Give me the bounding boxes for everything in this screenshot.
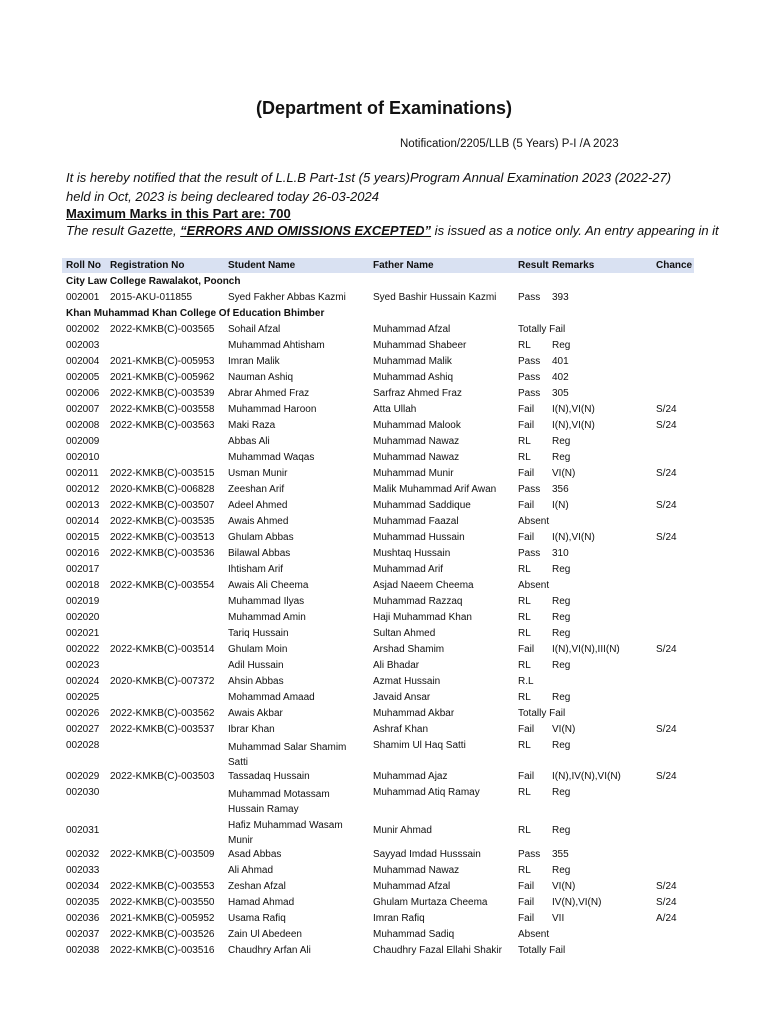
result-cell: Pass: [518, 484, 541, 495]
remarks-cell: 402: [552, 372, 569, 383]
registration-no-cell: 2022-KMKB(C)-003513: [110, 532, 215, 543]
student-name-cell: Muhammad Ahtisham: [228, 340, 325, 351]
father-name-cell: Javaid Ansar: [373, 692, 431, 703]
student-name-cell: Awais Ahmed: [228, 516, 289, 527]
roll-no-cell: 002012: [66, 484, 100, 495]
chance-cell: S/24: [656, 881, 677, 892]
student-name-cell: Awais Ali Cheema: [228, 580, 309, 591]
result-cell: RL: [518, 692, 531, 703]
table-row: [62, 338, 694, 354]
father-name-cell: Imran Rafiq: [373, 913, 425, 924]
roll-no-cell: 002029: [66, 771, 100, 782]
table-row: [62, 674, 694, 690]
table-row: [62, 690, 694, 706]
student-name-cell: Hamad Ahmad: [228, 897, 295, 908]
student-name-cell: Zain Ul Abedeen: [228, 929, 302, 940]
result-cell: Totally Fail: [518, 945, 566, 956]
student-name-line-2: Satti: [228, 757, 249, 768]
table-row: [62, 738, 694, 769]
chance-cell: S/24: [656, 500, 677, 511]
notice-line-2: held in Oct, 2023 is being decleared today 26-03-2024: [66, 189, 379, 204]
result-cell: Fail: [518, 897, 535, 908]
student-name-cell: Syed Fakher Abbas Kazmi: [228, 292, 346, 303]
result-cell: Fail: [518, 532, 535, 543]
student-name-cell: Muhammad Haroon: [228, 404, 317, 415]
result-cell: RL: [518, 825, 531, 836]
col-father-name: Father Name: [373, 260, 434, 271]
father-name-cell: Ali Bhadar: [373, 660, 420, 671]
father-name-cell: Muhammad Afzal: [373, 881, 451, 892]
table-row: [62, 642, 694, 658]
student-name-cell: Tariq Hussain: [228, 628, 289, 639]
table-row: [62, 594, 694, 610]
registration-no-cell: 2022-KMKB(C)-003507: [110, 500, 215, 511]
remarks-cell: 305: [552, 388, 569, 399]
student-name-cell: Usman Munir: [228, 468, 288, 479]
table-row: [62, 354, 694, 370]
registration-no-cell: 2021-KMKB(C)-005952: [110, 913, 215, 924]
result-cell: Absent: [518, 580, 550, 591]
col-student-name: Student Name: [228, 260, 296, 271]
father-name-cell: Muhammad Shabeer: [373, 340, 467, 351]
father-name-cell: Malik Muhammad Arif Awan: [373, 484, 497, 495]
remarks-cell: Reg: [552, 825, 571, 836]
chance-cell: S/24: [656, 771, 677, 782]
registration-no-cell: 2022-KMKB(C)-003515: [110, 468, 215, 479]
roll-no-cell: 002003: [66, 340, 100, 351]
roll-no-cell: 002026: [66, 708, 100, 719]
page-title: (Department of Examinations): [255, 98, 513, 118]
father-name-cell: Muhammad Malook: [373, 420, 461, 431]
roll-no-cell: 002024: [66, 676, 100, 687]
result-cell: RL: [518, 340, 531, 351]
student-name-cell: Muhammad Ilyas: [228, 596, 305, 607]
father-name-cell: Muhammad Malik: [373, 356, 452, 367]
college-heading: [62, 306, 694, 322]
father-name-cell: Arshad Shamim: [373, 644, 445, 655]
father-name-cell: Chaudhry Fazal Ellahi Shakir: [373, 945, 502, 956]
table-row: [62, 402, 694, 418]
table-row: [62, 943, 694, 959]
registration-no-cell: 2022-KMKB(C)-003563: [110, 420, 215, 431]
student-name-cell: Muhammad Waqas: [228, 452, 315, 463]
table-row: [62, 847, 694, 863]
table-row: [62, 386, 694, 402]
college-name: Khan Muhammad Khan College Of Education Bhimber: [66, 308, 325, 319]
father-name-cell: Muhammad Hussain: [373, 532, 465, 543]
roll-no-cell: 002014: [66, 516, 100, 527]
father-name-cell: Sarfraz Ahmed Fraz: [373, 388, 462, 399]
roll-no-cell: 002017: [66, 564, 100, 575]
registration-no-cell: 2022-KMKB(C)-003554: [110, 580, 215, 591]
table-row: [62, 769, 694, 785]
col-remarks: Remarks: [552, 260, 595, 271]
registration-no-cell: 2022-KMKB(C)-003562: [110, 708, 215, 719]
table-row: [62, 722, 694, 738]
result-cell: RL: [518, 628, 531, 639]
registration-no-cell: 2022-KMKB(C)-003509: [110, 849, 215, 860]
table-row: [62, 927, 694, 943]
table-row: [62, 322, 694, 338]
table-row: [62, 578, 694, 594]
roll-no-cell: 002028: [66, 740, 100, 751]
chance-cell: S/24: [656, 724, 677, 735]
result-cell: Fail: [518, 881, 535, 892]
col-roll-no: Roll No: [66, 260, 101, 271]
father-name-cell: Azmat Hussain: [373, 676, 441, 687]
table-row: [62, 785, 694, 816]
result-cell: Pass: [518, 356, 541, 367]
registration-no-cell: 2022-KMKB(C)-003558: [110, 404, 215, 415]
student-name-cell: Imran Malik: [228, 356, 280, 367]
registration-no-cell: 2022-KMKB(C)-003535: [110, 516, 215, 527]
student-name-cell: Tassadaq Hussain: [228, 771, 310, 782]
result-cell: Totally Fail: [518, 708, 566, 719]
student-name-cell: Zeshan Afzal: [228, 881, 286, 892]
registration-no-cell: 2022-KMKB(C)-003536: [110, 548, 215, 559]
table-row: [62, 370, 694, 386]
roll-no-cell: 002013: [66, 500, 100, 511]
registration-no-cell: 2022-KMKB(C)-003565: [110, 324, 215, 335]
registration-no-cell: 2022-KMKB(C)-003514: [110, 644, 215, 655]
father-name-cell: Shamim Ul Haq Satti: [373, 740, 466, 751]
remarks-cell: 393: [552, 292, 569, 303]
registration-no-cell: 2022-KMKB(C)-003516: [110, 945, 215, 956]
table-row: [62, 498, 694, 514]
roll-no-cell: 002027: [66, 724, 100, 735]
errors-omissions-excepted: “ERRORS AND OMISSIONS EXCEPTED”: [180, 223, 432, 238]
registration-no-cell: 2020-KMKB(C)-006828: [110, 484, 215, 495]
remarks-cell: 355: [552, 849, 569, 860]
registration-no-cell: 2022-KMKB(C)-003539: [110, 388, 215, 399]
roll-no-cell: 002038: [66, 945, 100, 956]
registration-no-cell: 2022-KMKB(C)-003526: [110, 929, 215, 940]
roll-no-cell: 002007: [66, 404, 100, 415]
table-row: [62, 546, 694, 562]
remarks-cell: VI(N): [552, 468, 576, 479]
remarks-cell: Reg: [552, 596, 571, 607]
chance-cell: S/24: [656, 404, 677, 415]
roll-no-cell: 002008: [66, 420, 100, 431]
roll-no-cell: 002032: [66, 849, 100, 860]
remarks-cell: Reg: [552, 340, 571, 351]
roll-no-cell: 002023: [66, 660, 100, 671]
col-chance: Chance: [656, 260, 693, 271]
table-row: [62, 418, 694, 434]
roll-no-cell: 002018: [66, 580, 100, 591]
roll-no-cell: 002011: [66, 468, 99, 479]
result-cell: Fail: [518, 913, 535, 924]
result-cell: Fail: [518, 724, 535, 735]
result-cell: RL: [518, 564, 531, 575]
student-name-line-1: Muhammad Motassam: [228, 789, 330, 800]
result-cell: Pass: [518, 548, 541, 559]
table-row: [62, 863, 694, 879]
remarks-cell: Reg: [552, 628, 571, 639]
father-name-cell: Muhammad Nawaz: [373, 436, 460, 447]
father-name-cell: Munir Ahmad: [373, 825, 432, 836]
table-row: [62, 466, 694, 482]
student-name-cell: Ghulam Moin: [228, 644, 288, 655]
father-name-cell: Haji Muhammad Khan: [373, 612, 472, 623]
student-name-cell: Nauman Ashiq: [228, 372, 294, 383]
chance-cell: S/24: [656, 644, 677, 655]
student-name-line-2: Hussain Ramay: [228, 804, 299, 815]
result-cell: RL: [518, 740, 531, 751]
registration-no-cell: 2021-KMKB(C)-005962: [110, 372, 215, 383]
remarks-cell: 310: [552, 548, 569, 559]
father-name-cell: Muhammad Atiq Ramay: [373, 787, 480, 798]
remarks-cell: Reg: [552, 612, 571, 623]
gazette-notice: [66, 223, 719, 238]
roll-no-cell: 002020: [66, 612, 100, 623]
col-registration-no: Registration No: [110, 260, 185, 271]
student-name-cell: [228, 787, 330, 817]
college-heading: [62, 274, 694, 290]
remarks-cell: VI(N): [552, 724, 576, 735]
remarks-cell: VII: [552, 913, 565, 924]
father-name-cell: Muhammad Afzal: [373, 324, 451, 335]
father-name-cell: Ashraf Khan: [373, 724, 429, 735]
student-name-cell: Usama Rafiq: [228, 913, 286, 924]
roll-no-cell: 002016: [66, 548, 100, 559]
student-name-line-1: Hafiz Muhammad Wasam: [228, 820, 343, 831]
student-name-cell: Sohail Afzal: [228, 324, 281, 335]
father-name-cell: Atta Ullah: [373, 404, 417, 415]
roll-no-cell: 002036: [66, 913, 100, 924]
student-name-cell: Ihtisham Arif: [228, 564, 284, 575]
chance-cell: S/24: [656, 420, 677, 431]
father-name-cell: Muhammad Sadiq: [373, 929, 455, 940]
remarks-cell: Reg: [552, 692, 571, 703]
father-name-cell: Muhammad Ajaz: [373, 771, 448, 782]
student-name-line-1: Muhammad Salar Shamim: [228, 742, 347, 753]
remarks-cell: Reg: [552, 436, 571, 447]
roll-no-cell: 002031: [66, 825, 100, 836]
result-cell: RL: [518, 596, 531, 607]
remarks-cell: Reg: [552, 564, 571, 575]
result-cell: Fail: [518, 771, 535, 782]
student-name-cell: Ghulam Abbas: [228, 532, 294, 543]
table-row: [62, 626, 694, 642]
result-cell: Pass: [518, 849, 541, 860]
table-row: [62, 562, 694, 578]
result-cell: R.L: [518, 676, 534, 687]
roll-no-cell: 002030: [66, 787, 100, 798]
student-name-cell: [228, 818, 343, 848]
roll-no-cell: 002033: [66, 865, 100, 876]
result-cell: Fail: [518, 468, 535, 479]
student-name-cell: Adil Hussain: [228, 660, 284, 671]
remarks-cell: VI(N): [552, 881, 576, 892]
remarks-cell: I(N),VI(N): [552, 404, 595, 415]
roll-no-cell: 002037: [66, 929, 100, 940]
student-name-cell: Maki Raza: [228, 420, 276, 431]
father-name-cell: Sultan Ahmed: [373, 628, 436, 639]
table-row: [62, 610, 694, 626]
roll-no-cell: 002010: [66, 452, 100, 463]
student-name-cell: Muhammad Amin: [228, 612, 306, 623]
roll-no-cell: 002004: [66, 356, 100, 367]
remarks-cell: I(N),VI(N): [552, 420, 595, 431]
student-name-cell: Zeeshan Arif: [228, 484, 285, 495]
roll-no-cell: 002035: [66, 897, 100, 908]
result-cell: Absent: [518, 929, 550, 940]
student-name-line-2: Munir: [228, 835, 254, 846]
registration-no-cell: 2022-KMKB(C)-003553: [110, 881, 215, 892]
result-table: [62, 274, 694, 959]
registration-no-cell: 2022-KMKB(C)-003537: [110, 724, 215, 735]
result-cell: Fail: [518, 404, 535, 415]
result-cell: Absent: [518, 516, 550, 527]
registration-no-cell: 2020-KMKB(C)-007372: [110, 676, 215, 687]
father-name-cell: Muhammad Ashiq: [373, 372, 454, 383]
remarks-cell: Reg: [552, 787, 571, 798]
result-cell: RL: [518, 660, 531, 671]
table-row: [62, 658, 694, 674]
result-cell: Fail: [518, 420, 535, 431]
result-cell: Totally Fail: [518, 324, 566, 335]
roll-no-cell: 002015: [66, 532, 100, 543]
chance-cell: A/24: [656, 913, 677, 924]
student-name-cell: [228, 740, 346, 770]
roll-no-cell: 002001: [66, 292, 100, 303]
college-name: City Law College Rawalakot, Poonch: [66, 276, 241, 287]
gazette-pre: The result Gazette,: [66, 223, 181, 238]
notification-number: Notification/2205/LLB (5 Years) P-I /A 2023: [400, 138, 619, 150]
father-name-cell: Muhammad Razzaq: [373, 596, 463, 607]
chance-cell: S/24: [656, 468, 677, 479]
table-row: [62, 879, 694, 895]
student-name-cell: Chaudhry Arfan Ali: [228, 945, 311, 956]
father-name-cell: Syed Bashir Hussain Kazmi: [373, 292, 497, 303]
result-cell: Fail: [518, 644, 535, 655]
result-cell: RL: [518, 452, 531, 463]
registration-no-cell: 2015-AKU-011855: [110, 292, 193, 303]
result-cell: Pass: [518, 292, 541, 303]
chance-cell: S/24: [656, 897, 677, 908]
father-name-cell: Muhammad Akbar: [373, 708, 455, 719]
father-name-cell: Sayyad Imdad Husssain: [373, 849, 481, 860]
father-name-cell: Muhammad Faazal: [373, 516, 459, 527]
remarks-cell: Reg: [552, 660, 571, 671]
remarks-cell: I(N): [552, 500, 569, 511]
roll-no-cell: 002005: [66, 372, 100, 383]
table-row: [62, 816, 694, 847]
col-result: Result: [518, 260, 549, 271]
result-cell: Pass: [518, 372, 541, 383]
table-row: [62, 290, 694, 306]
student-name-cell: Adeel Ahmed: [228, 500, 288, 511]
table-header: [62, 258, 694, 273]
student-name-cell: Bilawal Abbas: [228, 548, 291, 559]
result-cell: Pass: [518, 388, 541, 399]
remarks-cell: Reg: [552, 740, 571, 751]
notice-line-1: It is hereby notified that the result of L.L.B Part-1st (5 years)Program Annual Examination 2023 (2022-27): [66, 170, 672, 185]
result-cell: RL: [518, 787, 531, 798]
roll-no-cell: 002022: [66, 644, 100, 655]
registration-no-cell: 2021-KMKB(C)-005953: [110, 356, 215, 367]
student-name-cell: Abrar Ahmed Fraz: [228, 388, 310, 399]
result-cell: RL: [518, 436, 531, 447]
father-name-cell: Muhammad Saddique: [373, 500, 471, 511]
remarks-cell: 356: [552, 484, 569, 495]
remarks-cell: Reg: [552, 452, 571, 463]
table-row: [62, 482, 694, 498]
student-name-cell: Asad Abbas: [228, 849, 282, 860]
table-row: [62, 514, 694, 530]
result-cell: RL: [518, 865, 531, 876]
table-row: [62, 895, 694, 911]
table-row: [62, 911, 694, 927]
remarks-cell: I(N),IV(N),VI(N): [552, 771, 621, 782]
student-name-cell: Awais Akbar: [228, 708, 283, 719]
registration-no-cell: 2022-KMKB(C)-003550: [110, 897, 215, 908]
chance-cell: S/24: [656, 532, 677, 543]
father-name-cell: Muhammad Arif: [373, 564, 444, 575]
roll-no-cell: 002034: [66, 881, 100, 892]
roll-no-cell: 002019: [66, 596, 100, 607]
roll-no-cell: 002021: [66, 628, 100, 639]
roll-no-cell: 002025: [66, 692, 100, 703]
max-marks: Maximum Marks in this Part are: 700: [66, 206, 291, 221]
table-row: [62, 450, 694, 466]
roll-no-cell: 002006: [66, 388, 100, 399]
student-name-cell: Ali Ahmad: [228, 865, 274, 876]
father-name-cell: Mushtaq Hussain: [373, 548, 451, 559]
registration-no-cell: 2022-KMKB(C)-003503: [110, 771, 215, 782]
result-cell: Fail: [518, 500, 535, 511]
father-name-cell: Muhammad Nawaz: [373, 452, 460, 463]
student-name-cell: Abbas Ali: [228, 436, 270, 447]
remarks-cell: IV(N),VI(N): [552, 897, 602, 908]
father-name-cell: Asjad Naeem Cheema: [373, 580, 474, 591]
roll-no-cell: 002002: [66, 324, 100, 335]
remarks-cell: I(N),VI(N),III(N): [552, 644, 620, 655]
remarks-cell: I(N),VI(N): [552, 532, 595, 543]
father-name-cell: Muhammad Nawaz: [373, 865, 460, 876]
result-cell: RL: [518, 612, 531, 623]
table-row: [62, 434, 694, 450]
father-name-cell: Ghulam Murtaza Cheema: [373, 897, 488, 908]
father-name-cell: Muhammad Munir: [373, 468, 454, 479]
remarks-cell: 401: [552, 356, 569, 367]
student-name-cell: Ibrar Khan: [228, 724, 275, 735]
gazette-post: is issued as a notice only. An entry appearing in it: [431, 223, 719, 238]
student-name-cell: Mohammad Amaad: [228, 692, 315, 703]
table-row: [62, 530, 694, 546]
roll-no-cell: 002009: [66, 436, 100, 447]
table-row: [62, 706, 694, 722]
student-name-cell: Ahsin Abbas: [228, 676, 284, 687]
remarks-cell: Reg: [552, 865, 571, 876]
